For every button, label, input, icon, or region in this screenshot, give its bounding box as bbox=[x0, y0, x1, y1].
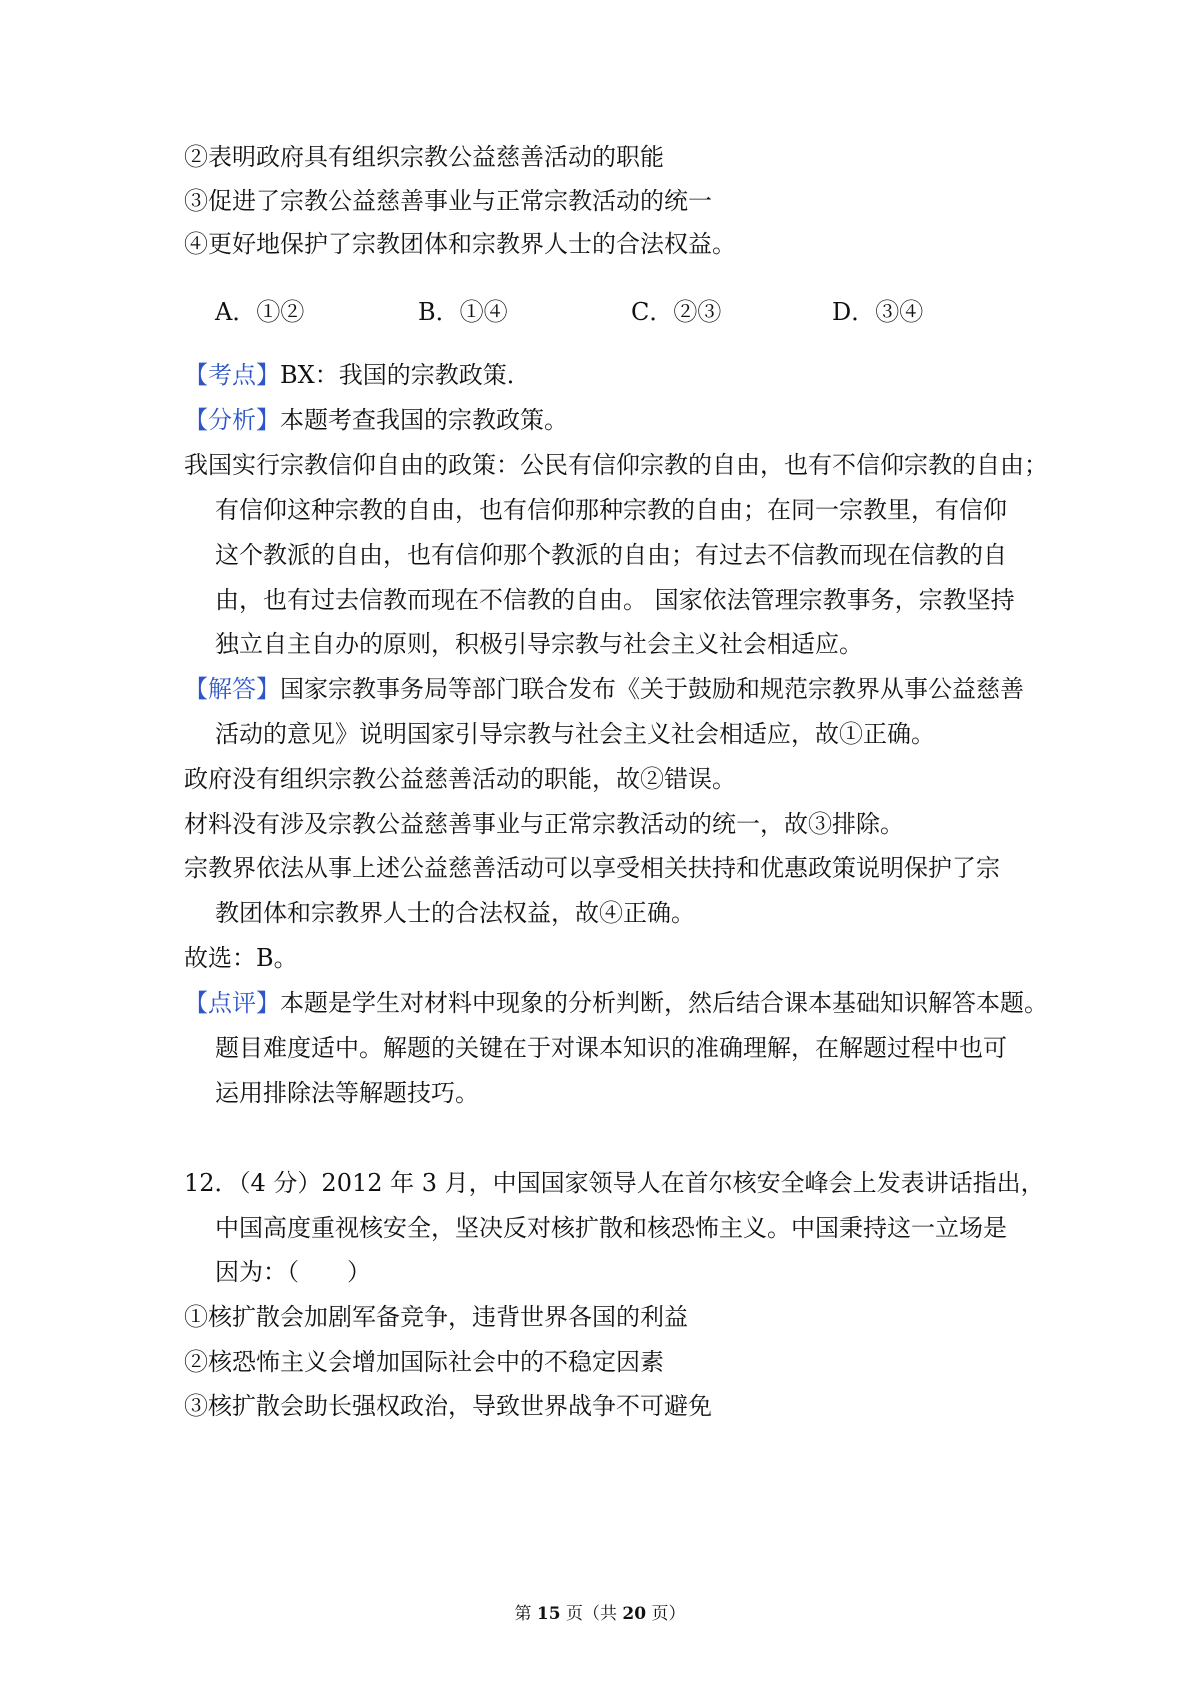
dianping-text: 本题是学生对材料中现象的分析判断，然后结合课本基础知识解答本题。 bbox=[280, 989, 1048, 1017]
q12-statement-2: ②核恐怖主义会增加国际社会中的不稳定因素 bbox=[184, 1348, 664, 1376]
jieda-line: 宗教界依法从事上述公益慈善活动可以享受相关扶持和优惠政策说明保护了宗 bbox=[184, 854, 1000, 882]
jieda-line: 活动的意见》说明国家引导宗教与社会主义社会相适应，故①正确。 bbox=[215, 720, 935, 748]
q11-option-d: D．③④ bbox=[832, 298, 924, 326]
kaodian-line bbox=[184, 360, 1024, 390]
jieda-line: 教团体和宗教界人士的合法权益，故④正确。 bbox=[215, 899, 695, 927]
footer-total-pages: 20 bbox=[622, 1604, 647, 1624]
jieda-line: 材料没有涉及宗教公益慈善事业与正常宗教活动的统一，故③排除。 bbox=[184, 810, 904, 838]
kaodian-tag: 【考点】 bbox=[184, 361, 280, 389]
jieda-tag: 【解答】 bbox=[184, 675, 280, 703]
footer-middle: 页（共 bbox=[560, 1604, 623, 1624]
jieda-text: 国家宗教事务局等部门联合发布《关于鼓励和规范宗教界从事公益慈善 bbox=[280, 675, 1024, 703]
kaodian-text: BX：我国的宗教政策． bbox=[280, 361, 531, 389]
jieda-line bbox=[184, 674, 1024, 704]
fenxi-line bbox=[184, 405, 1024, 435]
analysis-line: 我国实行宗教信仰自由的政策：公民有信仰宗教的自由，也有不信仰宗教的自由； bbox=[184, 451, 1048, 479]
q11-option-b: B．①④ bbox=[418, 298, 508, 326]
q12-stem: 中国高度重视核安全，坚决反对核扩散和核恐怖主义。中国秉持这一立场是 bbox=[215, 1214, 1007, 1242]
analysis-line: 有信仰这种宗教的自由，也有信仰那种宗教的自由；在同一宗教里，有信仰 bbox=[215, 496, 1007, 524]
q12-statement-3: ③核扩散会助长强权政治，导致世界战争不可避免 bbox=[184, 1392, 712, 1420]
answer-line: 故选：B。 bbox=[184, 944, 298, 972]
q11-statement-3: ③促进了宗教公益慈善事业与正常宗教活动的统一 bbox=[184, 187, 712, 215]
q12-stem: 因为：（ ） bbox=[215, 1258, 371, 1286]
page-footer bbox=[0, 1603, 1200, 1625]
footer-page-number: 15 bbox=[536, 1604, 561, 1624]
q11-statement-4: ④更好地保护了宗教团体和宗教界人士的合法权益。 bbox=[184, 230, 736, 258]
analysis-line: 这个教派的自由，也有信仰那个教派的自由；有过去不信教而现在信教的自 bbox=[215, 541, 1007, 569]
analysis-line: 由，也有过去信教而现在不信教的自由。 国家依法管理宗教事务，宗教坚持 bbox=[215, 586, 1015, 614]
footer-prefix: 第 bbox=[514, 1604, 537, 1624]
fenxi-tag: 【分析】 bbox=[184, 406, 280, 434]
jieda-line: 政府没有组织宗教公益慈善活动的职能，故②错误。 bbox=[184, 765, 736, 793]
dianping-line: 题目难度适中。解题的关键在于对课本知识的准确理解，在解题过程中也可 bbox=[215, 1034, 1007, 1062]
q11-option-a: A．①② bbox=[215, 298, 305, 326]
q12-stem: 12．（4 分）2012 年 3 月，中国国家领导人在首尔核安全峰会上发表讲话指出， bbox=[184, 1169, 1045, 1197]
fenxi-text: 本题考查我国的宗教政策。 bbox=[280, 406, 568, 434]
dianping-line bbox=[184, 988, 1048, 1018]
footer-suffix: 页） bbox=[646, 1604, 686, 1624]
q11-statement-2: ②表明政府具有组织宗教公益慈善活动的职能 bbox=[184, 143, 664, 171]
dianping-line: 运用排除法等解题技巧。 bbox=[215, 1079, 479, 1107]
analysis-line: 独立自主自办的原则，积极引导宗教与社会主义社会相适应。 bbox=[215, 630, 863, 658]
q12-statement-1: ①核扩散会加剧军备竞争，违背世界各国的利益 bbox=[184, 1303, 688, 1331]
dianping-tag: 【点评】 bbox=[184, 989, 280, 1017]
q11-option-c: C．②③ bbox=[631, 298, 722, 326]
